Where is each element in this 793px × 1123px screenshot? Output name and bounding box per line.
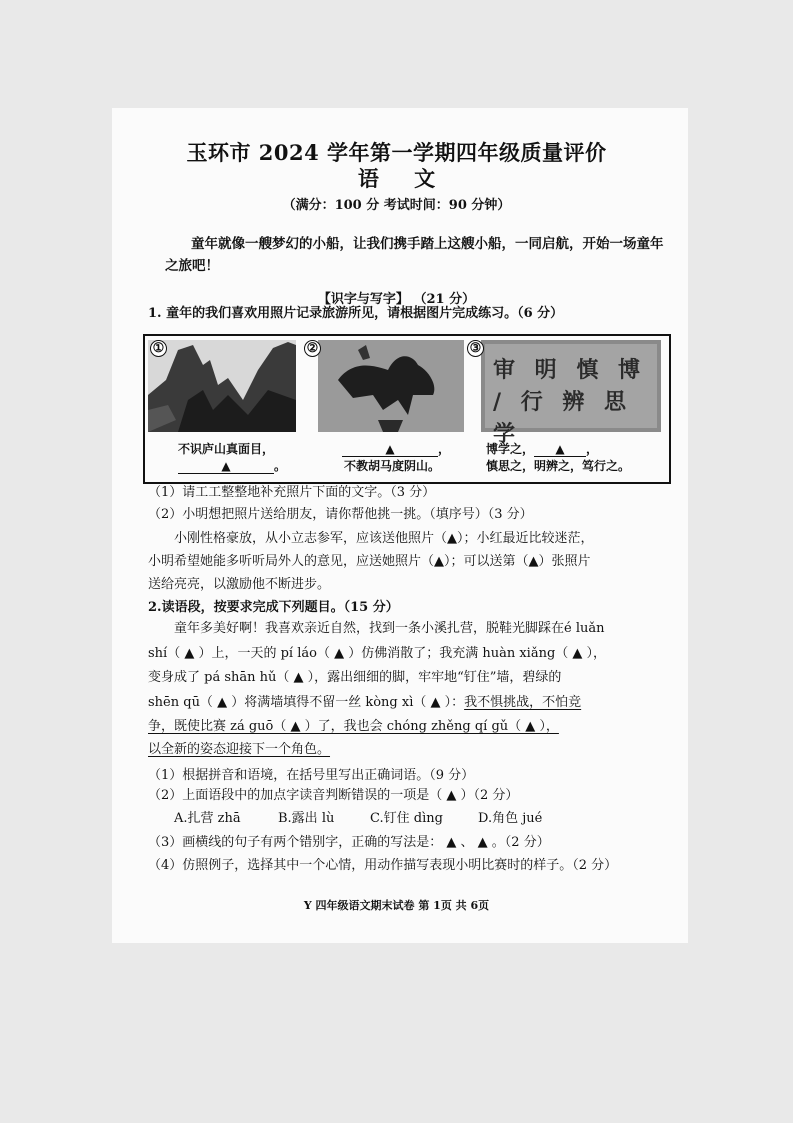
q2-passage-line3: 变身成了 pá shān hǔ（ ▲ ），露出细细的脚，牢牢地“钉住”墙，碧绿的 [148, 670, 562, 685]
q2-sub4: （4）仿照例子，选择其中一个心情，用动作描写表现小明比赛时的样子。（2 分） [148, 858, 618, 873]
q2-sub3: （3）画横线的句子有两个错别字，正确的写法是： ▲ 、 ▲ 。（2 分） [148, 835, 550, 850]
caption-3-line2: 慎思之，明辨之，笃行之。 [486, 459, 631, 473]
option-d[interactable]: D.角色 jué [478, 811, 543, 826]
caption-3-line1: 博学之， ▲ ， [486, 442, 599, 456]
caption-2-line1: ▲ ， [342, 440, 450, 457]
caption-2-line2: 不教胡马度阴山。 [344, 459, 441, 473]
photo-carved-sign [481, 340, 661, 447]
q2-passage-line1: 童年多美好啊！我喜欢亲近自然，找到一条小溪扎营，脱鞋光脚踩在é luǎn [174, 621, 605, 636]
q1-para-line2: 小明希望她能多听听局外人的意见，应送她照片（▲）；可以送第（▲）张照片 [148, 554, 591, 569]
underlined-sentence: 我不惧挑战，不怕竞 [464, 695, 582, 710]
photo-horseman-statue [318, 340, 464, 432]
answer-blank[interactable]: ▲ [342, 442, 438, 457]
intro-paragraph: 童年就像一艘梦幻的小船，让我们携手踏上这艘小船，一同启航，开始一场童年之旅吧！ [165, 236, 664, 274]
photo-mountain [148, 340, 296, 432]
answer-blank[interactable]: ▲ [534, 442, 586, 457]
q1-para-line3: 送给亮亮，以激励他不断进步。 [148, 577, 331, 592]
q2-passage-line2: shí（ ▲ ）上，一天的 pí láo（ ▲ ）仿佛消散了；我充满 huàn xiǎng（ ▲ ）， [148, 646, 607, 661]
q2-passage-line4: shēn qū（ ▲ ）将满墙填得不留一丝 kòng xì（ ▲ ）：我不惧挑战，不怕竞 [148, 695, 582, 710]
q2-passage-line6: 以全新的姿态迎接下一个角色。 [148, 742, 331, 757]
exam-meta: （满分：100 分 考试时间：90 分钟） [282, 198, 511, 213]
option-a[interactable]: A.扎营 zhā [174, 811, 241, 826]
section-heading: 【识字与写字】 （21 分） [317, 292, 476, 307]
q2-passage-line5: 争，既使比赛 zá guō（ ▲ ）了，我也会 chóng zhěng qí gǔ（ ▲ ）， [148, 719, 559, 734]
caption-1-line1: 不识庐山真面目， [178, 442, 275, 456]
q2-sub1: （1）根据拼音和语境，在括号里写出正确词语。（9 分） [148, 768, 475, 783]
q1-stem: 1. 童年的我们喜欢用照片记录旅游所见，请根据图片完成练习。（6 分） [148, 306, 564, 321]
caption-1-line2: ▲ 。 [178, 457, 286, 474]
option-b[interactable]: B.露出 lù [278, 811, 335, 826]
q1-sub1: （1）请工工整整地补充照片下面的文字。（3 分） [148, 485, 436, 500]
subject-title: 语 文 [357, 166, 450, 191]
sign-inscription: 审 明 慎 博 / 行 辨 思 学 [493, 357, 646, 447]
answer-blank[interactable]: ▲ [178, 459, 274, 474]
photo-number-2: ② [304, 340, 321, 357]
q2-sub2: （2）上面语段中的加点字读音判断错误的一项是（ ▲ ）（2 分） [148, 788, 519, 803]
q1-sub2: （2）小明想把照片送给朋友，请你帮他挑一挑。（填序号）（3 分） [148, 507, 533, 522]
page-footer: Y 四年级语文期末试卷 第 1页 共 6页 [303, 899, 490, 912]
photo-number-1: ① [150, 340, 167, 357]
option-c[interactable]: C.钉住 dìng [370, 811, 443, 826]
q1-para-line1: 小刚性格豪放，从小立志参军，应该送他照片（▲）；小红最近比较迷茫， [174, 531, 594, 546]
q2-stem: 2.读语段，按要求完成下列题目。（15 分） [148, 600, 399, 615]
exam-title: 玉环市 2024 学年第一学期四年级质量评价 [186, 140, 607, 165]
photo-number-3: ③ [467, 340, 484, 357]
